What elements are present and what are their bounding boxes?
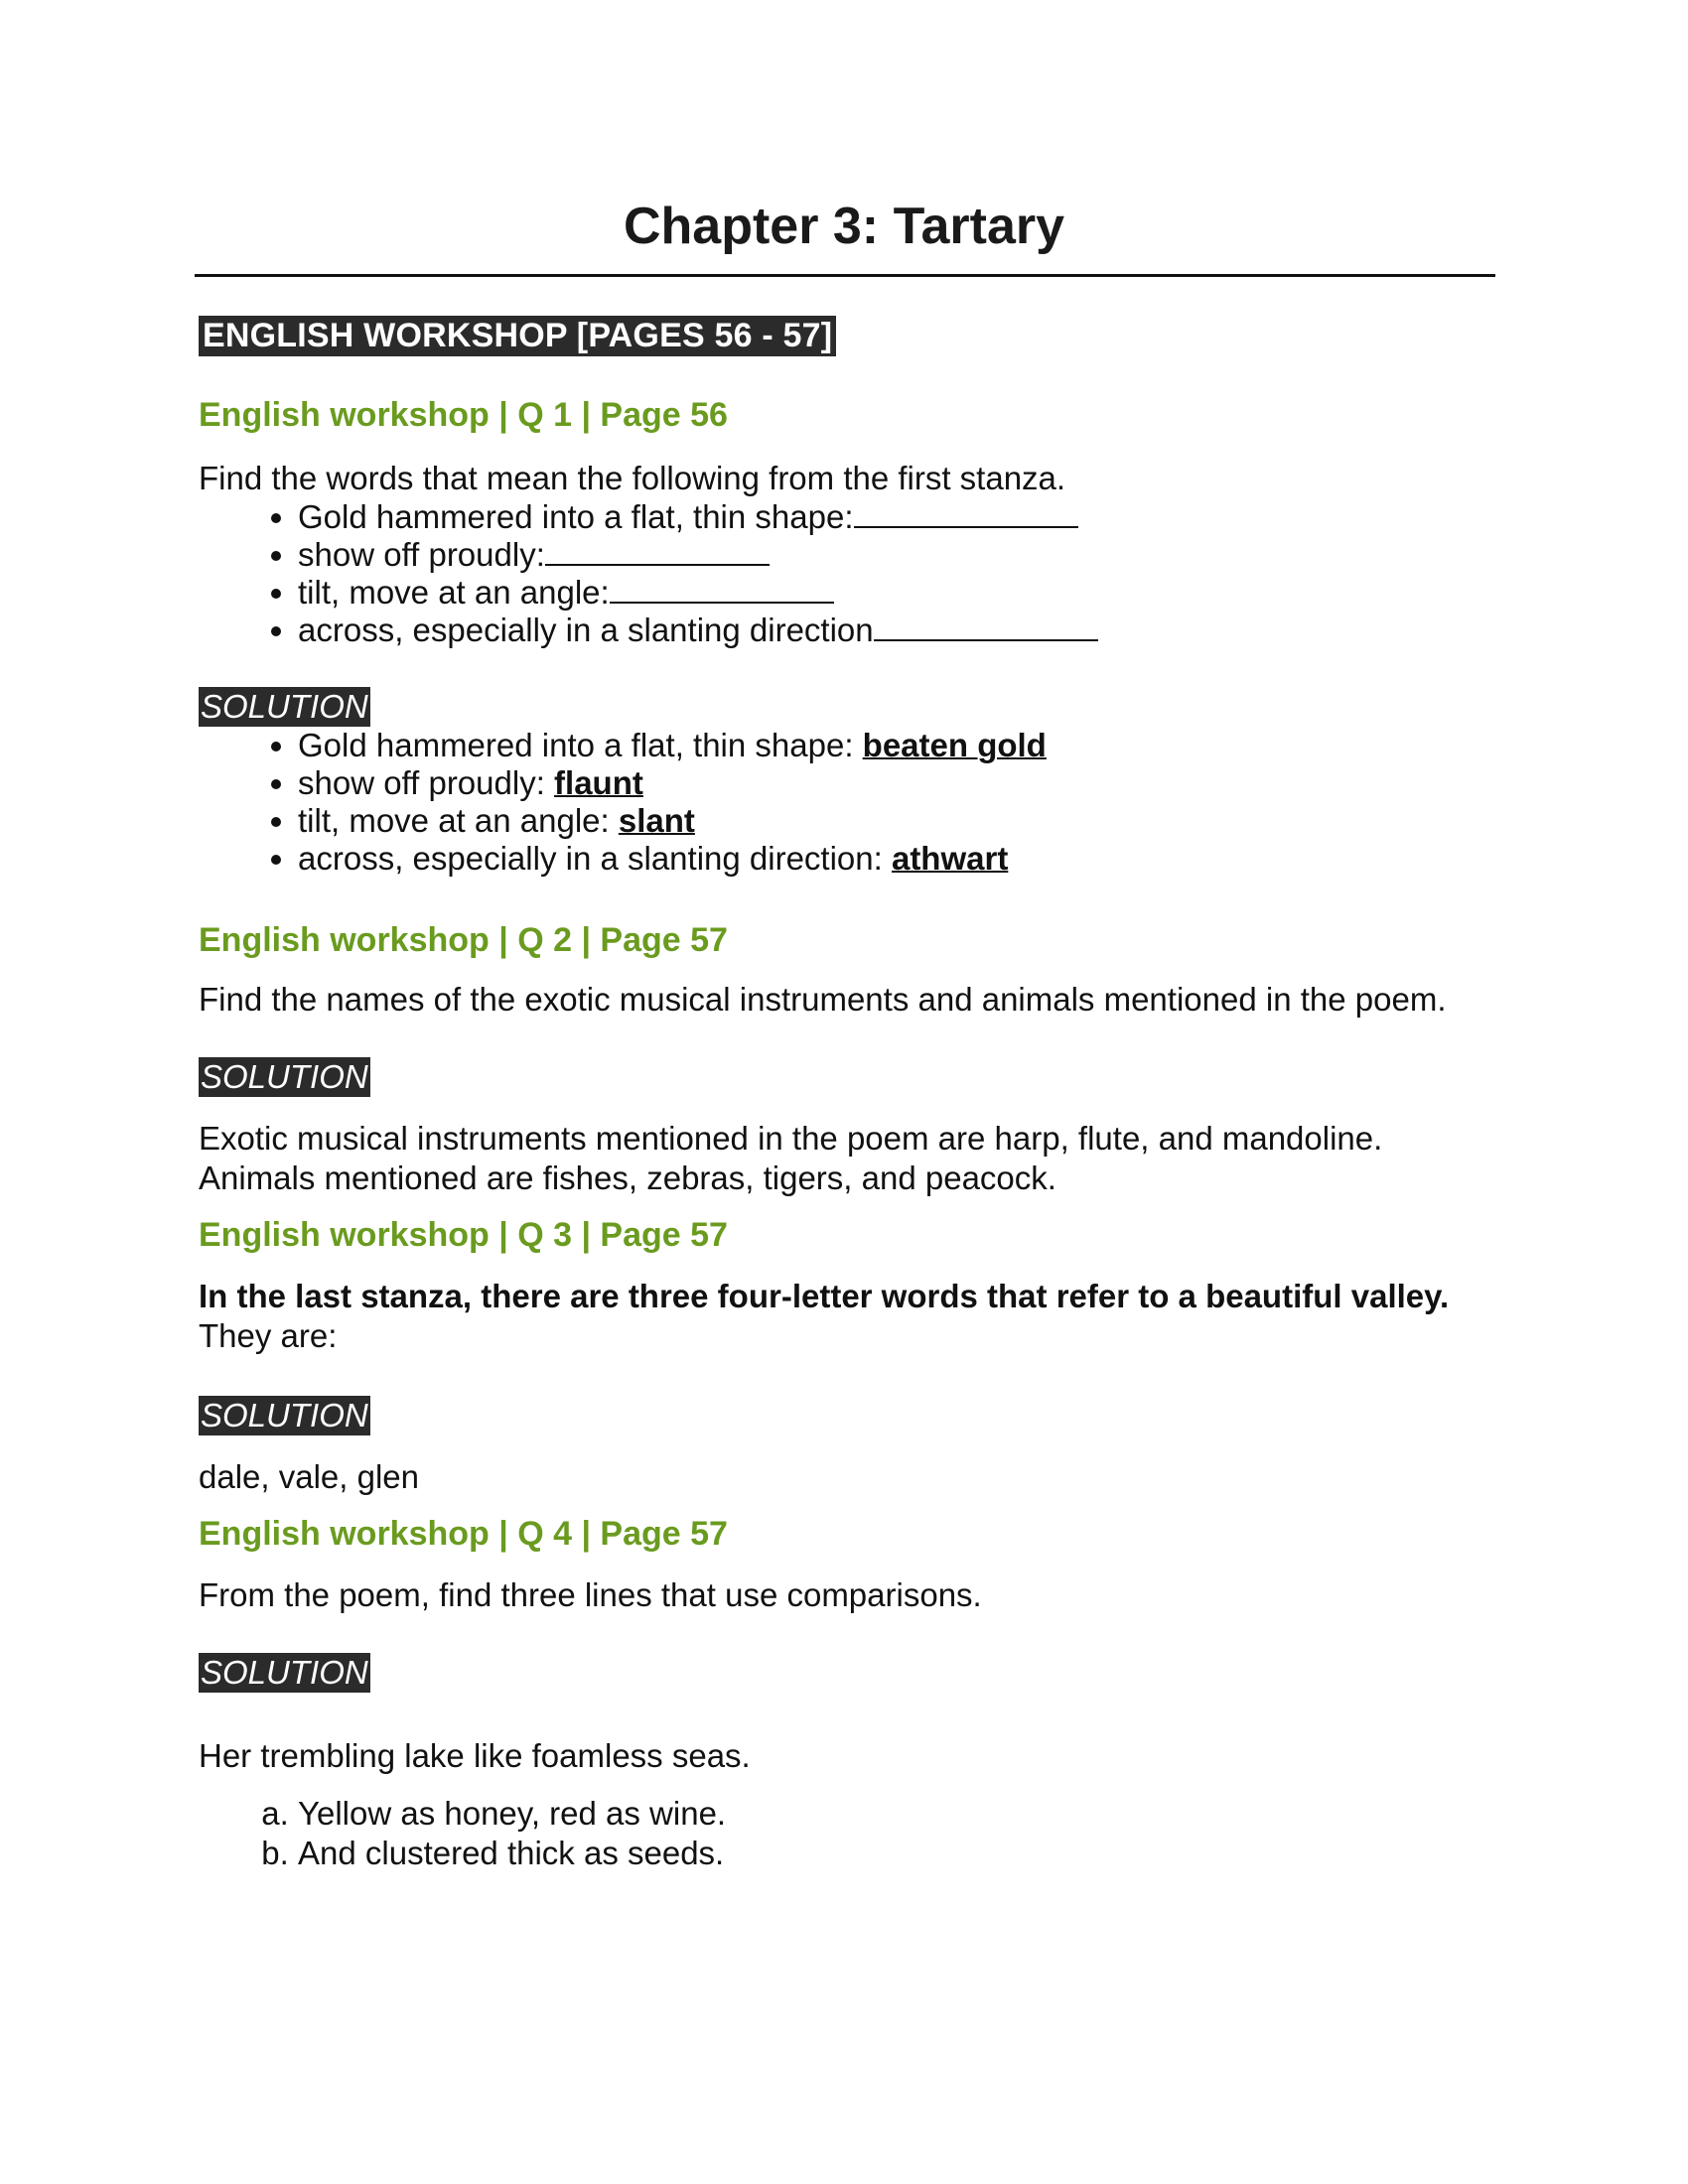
q4-heading: English workshop | Q 4 | Page 57 bbox=[199, 1515, 728, 1553]
q1-solution-item bbox=[298, 802, 1489, 840]
title-divider bbox=[195, 274, 1495, 277]
q1-question-list bbox=[199, 498, 1489, 649]
document-content bbox=[199, 316, 1489, 1873]
solution-item-text: Gold hammered into a flat, thin shape: bbox=[298, 727, 863, 763]
q1-solution-item bbox=[298, 840, 1489, 878]
q4-prompt: From the poem, find three lines that use comparisons. bbox=[199, 1576, 982, 1613]
q1-item bbox=[298, 612, 1489, 649]
q3-prompt: In the last stanza, there are three four-letter words that refer to a beautiful valley. bbox=[199, 1278, 1450, 1314]
q3-solution: dale, vale, glen bbox=[199, 1458, 419, 1495]
q2-solution-line: Exotic musical instruments mentioned in the poem are harp, flute, and mandoline. bbox=[199, 1120, 1383, 1157]
solution-answer: beaten gold bbox=[862, 727, 1047, 763]
q1-item-text: show off proudly: bbox=[298, 536, 545, 573]
solution-item-text: across, especially in a slanting direction: bbox=[298, 840, 892, 877]
solution-answer: slant bbox=[618, 802, 695, 839]
solution-label: SOLUTION bbox=[201, 1654, 368, 1691]
solution-answer: flaunt bbox=[554, 764, 643, 801]
answer-blank bbox=[545, 536, 770, 566]
answer-blank bbox=[610, 574, 834, 604]
q1-item bbox=[298, 574, 1489, 612]
q2-solution-line: Animals mentioned are fishes, zebras, tigers, and peacock. bbox=[199, 1160, 1056, 1196]
q4-solution-list bbox=[199, 1794, 1489, 1873]
q1-item-text: Gold hammered into a flat, thin shape: bbox=[298, 498, 854, 535]
solution-item-text: tilt, move at an angle: bbox=[298, 802, 619, 839]
answer-blank bbox=[874, 612, 1098, 641]
answer-blank bbox=[854, 498, 1078, 528]
q3-heading: English workshop | Q 3 | Page 57 bbox=[199, 1216, 728, 1254]
q2-prompt: Find the names of the exotic musical instruments and animals mentioned in the poem. bbox=[199, 981, 1447, 1018]
q1-item-text: across, especially in a slanting direction bbox=[298, 612, 874, 648]
solution-label: SOLUTION bbox=[201, 688, 368, 725]
q1-item bbox=[298, 536, 1489, 574]
solution-label: SOLUTION bbox=[201, 1058, 368, 1095]
q1-solution-item bbox=[298, 764, 1489, 802]
q1-item-text: tilt, move at an angle: bbox=[298, 574, 610, 611]
chapter-title: Chapter 3: Tartary bbox=[623, 198, 1065, 255]
q1-item bbox=[298, 498, 1489, 536]
solution-item-text: show off proudly: bbox=[298, 764, 555, 801]
q4-solution-first: Her trembling lake like foamless seas. bbox=[199, 1737, 751, 1774]
q1-heading: English workshop | Q 1 | Page 56 bbox=[199, 396, 728, 434]
q1-solution-item bbox=[298, 727, 1489, 764]
q1-prompt: Find the words that mean the following from the first stanza. bbox=[199, 460, 1066, 496]
solution-answer: athwart bbox=[891, 840, 1009, 877]
q2-heading: English workshop | Q 2 | Page 57 bbox=[199, 921, 728, 959]
q4-solution-item: b. And clustered thick as seeds. bbox=[298, 1834, 1489, 1873]
section-banner: ENGLISH WORKSHOP [PAGES 56 - 57] bbox=[199, 316, 836, 356]
q4-solution-item: a. Yellow as honey, red as wine. bbox=[298, 1794, 1489, 1834]
solution-label: SOLUTION bbox=[201, 1397, 368, 1433]
q3-prompt-tail: They are: bbox=[199, 1317, 338, 1354]
q1-solution-list bbox=[199, 727, 1489, 878]
